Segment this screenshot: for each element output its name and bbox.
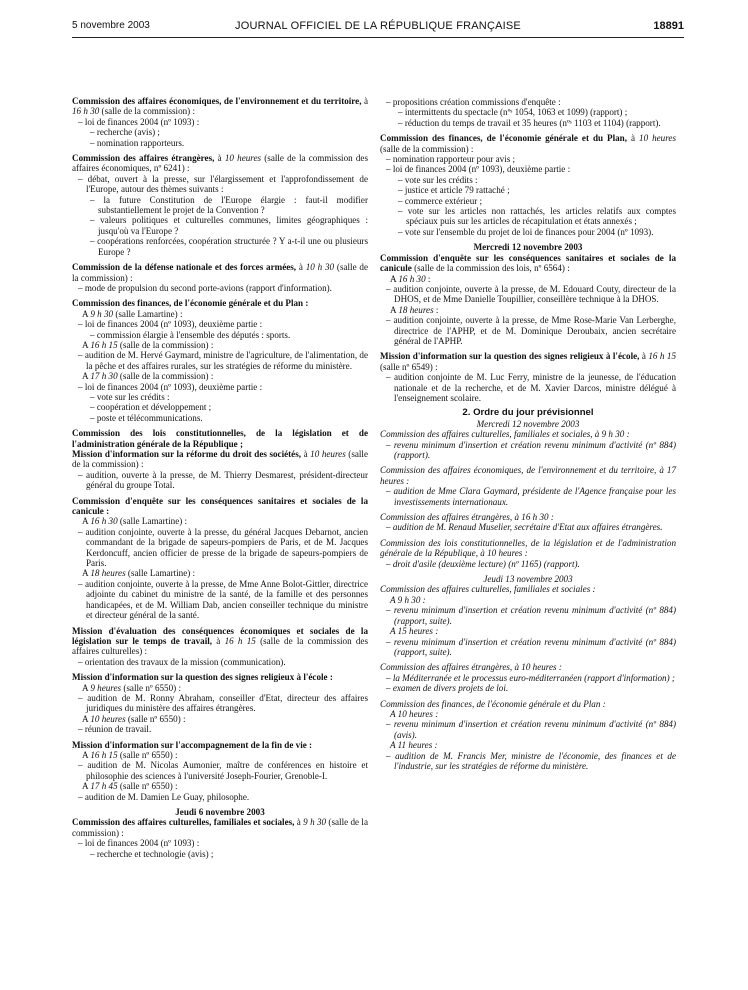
text: A bbox=[390, 304, 399, 315]
agenda-block bbox=[72, 672, 368, 734]
journal-title: JOURNAL OFFICIEL DE LA RÉPUBLIQUE FRANÇAISE bbox=[235, 20, 521, 32]
agenda-item: – audition de M. Ronny Abraham, conseiller d'Etat, directeur des affaires juridiques du ministère des affaires étrangères. bbox=[78, 692, 368, 714]
agenda-item: – audition de M. Hervé Gaymard, ministre de l'agriculture, de l'alimentation, de la pêche et des affaires rurales, sur les stratégies de réforme du ministère. bbox=[78, 350, 368, 371]
agenda-item: – audition de M. Renaud Muselier, secrétaire d'Etat aux affaires étrangères. bbox=[386, 522, 663, 533]
text: à bbox=[627, 133, 640, 144]
agenda-item: – loi de finances 2004 (nº 1093), deuxième partie : bbox=[78, 381, 263, 392]
text: (salle de la commission des lois, nº 6564) : bbox=[411, 263, 570, 274]
text: (salle de la commission) : bbox=[72, 817, 368, 838]
agenda-block bbox=[72, 96, 368, 148]
agenda-block bbox=[72, 626, 368, 668]
text: à bbox=[361, 96, 368, 106]
text: (salle nº 6549) : bbox=[380, 361, 438, 372]
agenda-block bbox=[72, 817, 368, 859]
text: (salle Lamartine) : bbox=[125, 568, 196, 579]
agenda-item: – orientation des travaux de la mission (communication). bbox=[78, 656, 286, 667]
text: A bbox=[82, 682, 91, 693]
agenda-block bbox=[380, 465, 676, 507]
agenda-item: – audition de M. Francis Mer, ministre de l'économie, des finances et de l'industrie, sur les stratégies de réforme du ministère. bbox=[386, 750, 676, 771]
text: (salle Lamartine) : bbox=[113, 308, 183, 319]
committee-name: Commission des affaires culturelles, familiales et sociales, bbox=[72, 817, 295, 828]
agenda-block bbox=[380, 584, 676, 657]
meeting-time: 17 h 45 bbox=[90, 781, 118, 792]
meeting-time: 16 h 15 bbox=[90, 339, 118, 350]
agenda-item: – la Méditerranée et le processus euro-méditerranéen (rapport d'information) ; bbox=[386, 672, 675, 683]
meeting-time: 16 h 30 bbox=[72, 106, 100, 117]
meeting-time: A 15 heures : bbox=[390, 626, 439, 637]
mission-name: Mission d'information sur la question des signes religieux à l'école : bbox=[72, 672, 333, 683]
agenda-block bbox=[380, 351, 676, 403]
agenda-item: – audition de Mme Clara Gaymard, présidente de l'Agence française pour les investissements internationaux. bbox=[386, 486, 676, 507]
agenda-subitem: – recherche et technologie (avis) ; bbox=[90, 848, 214, 859]
committee-name: Commission des affaires étrangères, à 16 h 30 : bbox=[380, 512, 554, 523]
agenda-block bbox=[380, 253, 676, 347]
agenda-block bbox=[72, 496, 368, 621]
page-number: 18891 bbox=[653, 20, 684, 32]
text: à bbox=[212, 635, 225, 646]
agenda-block bbox=[72, 428, 368, 490]
mission-name: Mission d'information sur la réforme du droit des sociétés, bbox=[72, 449, 302, 459]
text: (salle de la commission) : bbox=[72, 449, 368, 470]
agenda-block bbox=[380, 662, 676, 693]
agenda-item: – droit d'asile (deuxième lecture) (nº 1165) (rapport). bbox=[386, 558, 580, 569]
meeting-time: 10 heures bbox=[310, 449, 346, 459]
meeting-time: 10 heures bbox=[639, 133, 676, 144]
committee-name: Commission d'enquête sur les conséquences sanitaires et sociales de la canicule : bbox=[72, 495, 368, 517]
text: (salle de la commission) : bbox=[117, 339, 214, 350]
agenda-subitem: – vote sur l'ensemble du projet de loi de finances pour 2004 (nº 1093). bbox=[398, 226, 654, 237]
mission-name: Mission d'information sur la question des signes religieux à l'école, bbox=[380, 351, 640, 362]
agenda-item: – propositions création commissions d'enquête : bbox=[386, 97, 561, 107]
text: A bbox=[390, 273, 399, 284]
header-date: 5 novembre 2003 bbox=[72, 20, 150, 31]
agenda-item: – loi de finances 2004 (nº 1093) : bbox=[78, 838, 200, 849]
agenda-subitem: – poste et télécommunications. bbox=[90, 412, 203, 423]
agenda-block bbox=[72, 298, 368, 423]
text: A bbox=[82, 568, 91, 579]
committee-name: Commission des affaires étrangères, bbox=[72, 153, 215, 164]
meeting-time: 16 h 30 bbox=[398, 273, 426, 284]
agenda-block bbox=[380, 133, 676, 237]
meeting-time: 18 heures bbox=[398, 304, 434, 315]
committee-name: Commission de la défense nationale et des forces armées, bbox=[72, 262, 297, 273]
agenda-subitem: – réduction du temps de travail et 35 heures (nºˢ 1103 et 1104) (rapport). bbox=[398, 117, 661, 128]
agenda-subitem: – la future Constitution de l'Europe élargie : faut-il modifier substantiellement le projet de la Convention ? bbox=[90, 194, 368, 216]
agenda-item: – mode de propulsion du second porte-avions (rapport d'information). bbox=[78, 282, 332, 293]
meeting-time: 9 h 30 bbox=[90, 308, 114, 319]
text: (salle nº 6550) : bbox=[121, 682, 181, 693]
agenda-subitem: – coopération et développement ; bbox=[90, 402, 212, 413]
agenda-subitem: – recherche (avis) ; bbox=[90, 127, 160, 138]
agenda-block bbox=[380, 512, 676, 533]
agenda-item: – nomination rapporteur pour avis ; bbox=[386, 154, 516, 165]
meeting-time: A 11 heures : bbox=[390, 740, 438, 751]
text: (salle nº 6550) : bbox=[117, 781, 178, 792]
left-column bbox=[72, 96, 368, 864]
mission-name: Mission d'information sur l'accompagnement de la fin de vie : bbox=[72, 739, 313, 750]
text: A bbox=[82, 713, 91, 724]
text: (salle de la commission) : bbox=[117, 371, 214, 382]
agenda-item: – débat, ouvert à la presse, sur l'élargissement et l'approfondissement de l'Europe, autour des thèmes suivants : bbox=[78, 173, 368, 195]
agenda-block bbox=[72, 262, 368, 293]
text: (salle nº 6550) : bbox=[117, 749, 178, 760]
agenda-block bbox=[380, 699, 676, 772]
agenda-item: – audition conjointe, ouverte à la presse, du général Jacques Debarnot, ancien commandant de la brigade de sapeurs-pompiers de Paris, et de M. Jacques Kerdoncuff, ancien officier de presse de la brigade de sapeurs-pompiers de Paris. bbox=[78, 526, 368, 569]
day-heading: Mercredi 12 novembre 2003 bbox=[476, 418, 580, 429]
agenda-subitem: – valeurs politiques et culturelles communes, limites géographiques : jusqu'où va l'Europe ? bbox=[90, 215, 368, 236]
meeting-time: 16 h 15 bbox=[648, 351, 676, 362]
day-heading: Jeudi 6 novembre 2003 bbox=[175, 807, 265, 817]
agenda-item: – audition de M. Nicolas Aumonier, maître de conférences en histoire et philosophie des sciences à l'université Joseph-Fourier, Grenoble-I. bbox=[78, 760, 368, 781]
page-header bbox=[72, 20, 684, 36]
agenda-item: – audition conjointe, ouverte à la presse, de M. Edouard Couty, directeur de la DHOS, et de Mme Danielle Toupillier, conseillère technique à la DHOS. bbox=[386, 283, 676, 305]
meeting-time: 10 heures bbox=[224, 153, 262, 164]
committee-name: Commission des lois constitutionnelles, de la législation et de l'administration générale de la République ; bbox=[72, 428, 368, 449]
meeting-time: 10 h 30 bbox=[305, 262, 335, 273]
committee-name: Commission des affaires étrangères, à 10 heures : bbox=[380, 662, 562, 673]
text: à bbox=[294, 817, 304, 828]
agenda-subitem: – commerce extérieur ; bbox=[398, 195, 483, 206]
agenda-subitem: – vote sur les crédits : bbox=[398, 174, 478, 185]
meeting-time: 17 h 30 bbox=[90, 371, 118, 382]
text: A bbox=[82, 781, 91, 792]
text: à bbox=[214, 153, 225, 164]
agenda-block bbox=[380, 97, 676, 128]
agenda-item: – audition conjointe, ouverte à la presse, de Mme Anne Bolot-Gittler, directrice adjointe du cabinet du ministre de la santé, de la famille et des personnes handicapées, et de M. William Dab, ancien conseiller technique du ministre et directeur général de la santé. bbox=[78, 578, 368, 621]
agenda-block bbox=[380, 538, 676, 569]
agenda-subitem: – justice et article 79 rattaché ; bbox=[398, 185, 510, 196]
day-heading: Mercredi 12 novembre 2003 bbox=[473, 242, 583, 253]
agenda-block bbox=[72, 740, 368, 802]
committee-name: Commission des finances, de l'économie générale et du Plan, bbox=[380, 133, 628, 144]
agenda-subitem: – vote sur les crédits : bbox=[90, 391, 170, 402]
agenda-item: – audition conjointe de M. Luc Ferry, ministre de la jeunesse, de l'éducation nationale et de la recherche, et de M. Xavier Darcos, ministre délégué à l'enseignement scolaire. bbox=[386, 372, 676, 403]
agenda-item: – audition de M. Damien Le Guay, philosophe. bbox=[78, 791, 250, 802]
right-column bbox=[380, 97, 676, 776]
mission-name: Mission d'évaluation des conséquences économiques et sociales de la législation sur le temps de travail, bbox=[72, 625, 368, 646]
meeting-time: A 9 h 30 : bbox=[390, 594, 426, 605]
meeting-time: 9 h 30 bbox=[303, 817, 327, 828]
agenda-item: – audition conjointe, ouverte à la presse, de Mme Rose-Marie Van Lerberghe, directrice de l'APHP, et de M. Dominique Deroubaix, ancien secrétaire général de l'APHP. bbox=[386, 315, 676, 346]
agenda-item: – revenu minimum d'insertion et création revenu minimum d'activité (nº 884) (avis). bbox=[386, 719, 676, 740]
agenda-subitem: – coopérations renforcées, coopération structurée ? Y a-t-il une ou plusieurs Europe ? bbox=[90, 236, 368, 257]
meeting-time: 10 heures bbox=[90, 713, 126, 724]
meeting-time: 16 h 15 bbox=[90, 749, 118, 760]
agenda-item: – loi de finances 2004 (nº 1093), deuxième partie : bbox=[386, 164, 571, 175]
text: (salle Lamartine) : bbox=[117, 516, 188, 527]
agenda-item: – examen de divers projets de loi. bbox=[386, 683, 509, 694]
day-heading: Jeudi 13 novembre 2003 bbox=[483, 574, 573, 585]
agenda-item: – revenu minimum d'insertion et création revenu minimum d'activité (nº 884) (rapport, suite). bbox=[386, 605, 676, 626]
text: A bbox=[82, 516, 91, 527]
text: A bbox=[82, 308, 91, 319]
text: A bbox=[82, 339, 91, 350]
committee-name: Commission des affaires culturelles, familiales et sociales : bbox=[380, 584, 596, 595]
text: à bbox=[639, 351, 649, 362]
text: (salle de la commission des affaires économiques, nº 6241) : bbox=[72, 153, 368, 174]
agenda-item: – réunion de travail. bbox=[78, 724, 152, 735]
agenda-block bbox=[380, 429, 676, 460]
text: à bbox=[301, 449, 311, 459]
agenda-item: – revenu minimum d'insertion et création revenu minimum d'activité (nº 884) (rapport, suite). bbox=[386, 636, 676, 657]
text: à bbox=[296, 262, 306, 273]
text: : bbox=[425, 273, 431, 284]
text: : bbox=[433, 304, 439, 315]
meeting-time: 18 heures bbox=[90, 568, 126, 579]
text: (salle de la commission des affaires culturelles) : bbox=[72, 635, 368, 657]
agenda-item: – loi de finances 2004 (nº 1093), deuxième partie : bbox=[78, 319, 263, 330]
agenda-item: – loi de finances 2004 (nº 1093) : bbox=[78, 116, 200, 127]
meeting-time: 9 heures bbox=[90, 682, 122, 693]
header-rule bbox=[72, 37, 684, 38]
agenda-subitem: – commission élargie à l'ensemble des députés : sports. bbox=[90, 329, 291, 340]
agenda-block bbox=[72, 153, 368, 257]
agenda-item: – revenu minimum d'insertion et création revenu minimum d'activité (nº 884) (rapport). bbox=[386, 439, 676, 460]
text: (salle de la commission) : bbox=[72, 262, 368, 283]
agenda-item: – audition, ouverte à la presse, de M. Thierry Desmarest, président-directeur général du groupe Total. bbox=[78, 469, 368, 491]
committee-name: Commission des affaires économiques, de l'environnement et du territoire, à 17 heures : bbox=[380, 465, 676, 486]
text: (salle de la commission) : bbox=[99, 106, 195, 117]
committee-name: Commission des finances, de l'économie générale et du Plan : bbox=[72, 298, 309, 309]
meeting-time: 16 h 30 bbox=[90, 516, 118, 527]
agenda-subitem: – nomination rapporteurs. bbox=[90, 137, 185, 148]
text: A bbox=[82, 371, 91, 382]
text: A bbox=[82, 749, 91, 760]
committee-name: Commission des affaires culturelles, familiales et sociales, à 9 h 30 : bbox=[380, 429, 630, 440]
committee-name: Commission des finances, de l'économie générale et du Plan : bbox=[380, 698, 606, 709]
committee-name: Commission des affaires économiques, de l'environnement et du territoire, bbox=[72, 96, 362, 106]
text: (salle nº 6550) : bbox=[125, 713, 186, 724]
meeting-time: A 10 heures : bbox=[390, 708, 439, 719]
section-title: 2. Ordre du jour prévisionnel bbox=[462, 407, 594, 419]
meeting-time: 16 h 15 bbox=[224, 635, 256, 646]
agenda-subitem: – vote sur les articles non rattachés, les articles relatifs aux comptes spéciaux puis sur les articles de récapitulation et états annexés ; bbox=[398, 206, 676, 227]
text: (salle de la commission) : bbox=[380, 143, 474, 154]
committee-name: Commission d'enquête sur les conséquences sanitaires et sociales de la canicule bbox=[380, 252, 676, 274]
agenda-subitem: – intermittents du spectacle (nºˢ 1054, 1063 et 1099) (rapport) ; bbox=[398, 107, 628, 118]
committee-name: Commission des lois constitutionnelles, de la législation et de l'administration générale de la République, à 10 heures : bbox=[380, 537, 676, 559]
